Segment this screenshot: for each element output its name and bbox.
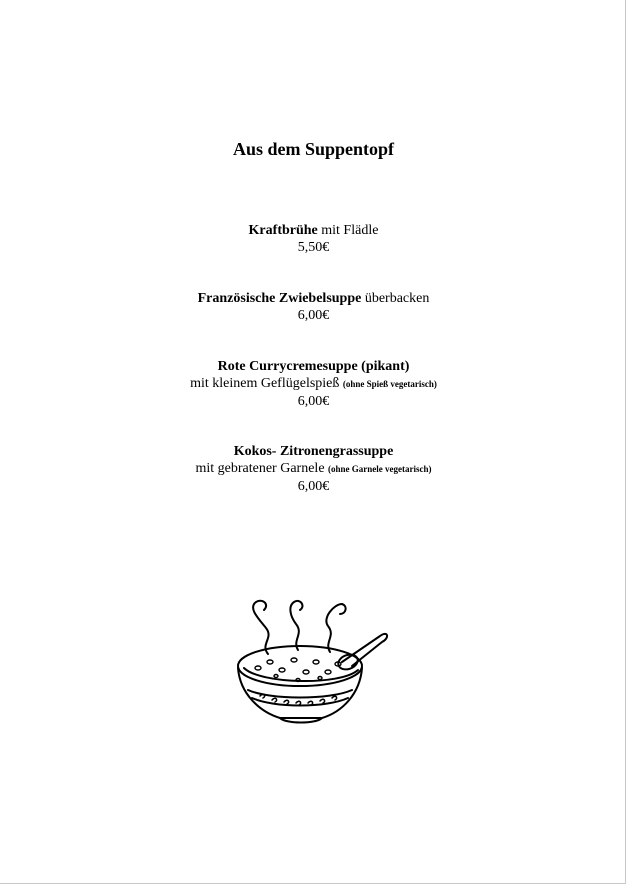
menu-item-currycremesuppe xyxy=(0,358,627,410)
item-name: Kokos- Zitronengrassuppe xyxy=(233,444,394,459)
item-price: 5,50€ xyxy=(297,240,330,255)
menu-item-kraftbruehe xyxy=(0,222,627,256)
item-description: mit gebratener Garnele xyxy=(195,461,329,476)
soup-bowl-icon xyxy=(230,594,395,729)
item-name: Französische Zwiebelsuppe xyxy=(197,291,362,306)
item-description: mit Flädle xyxy=(317,223,379,238)
item-heading xyxy=(0,290,627,307)
item-name: Rote Currycremesuppe (pikant) xyxy=(217,359,410,374)
item-note: (ohne Spieß vegetarisch) xyxy=(342,379,437,389)
item-name: Kraftbrühe xyxy=(248,223,318,238)
item-price: 6,00€ xyxy=(297,394,330,409)
page-title: Aus dem Suppentopf xyxy=(232,139,395,159)
item-description: überbacken xyxy=(361,291,430,306)
item-price: 6,00€ xyxy=(297,308,330,323)
item-heading xyxy=(0,222,627,239)
item-note: (ohne Garnele vegetarisch) xyxy=(328,464,432,474)
item-description-line xyxy=(0,460,627,478)
item-price: 6,00€ xyxy=(297,479,330,494)
item-description: mit kleinem Geflügelspieß xyxy=(190,376,343,391)
menu-item-zitronengrassuppe xyxy=(0,443,627,495)
menu-item-zwiebelsuppe xyxy=(0,290,627,324)
item-description-line xyxy=(0,375,627,393)
